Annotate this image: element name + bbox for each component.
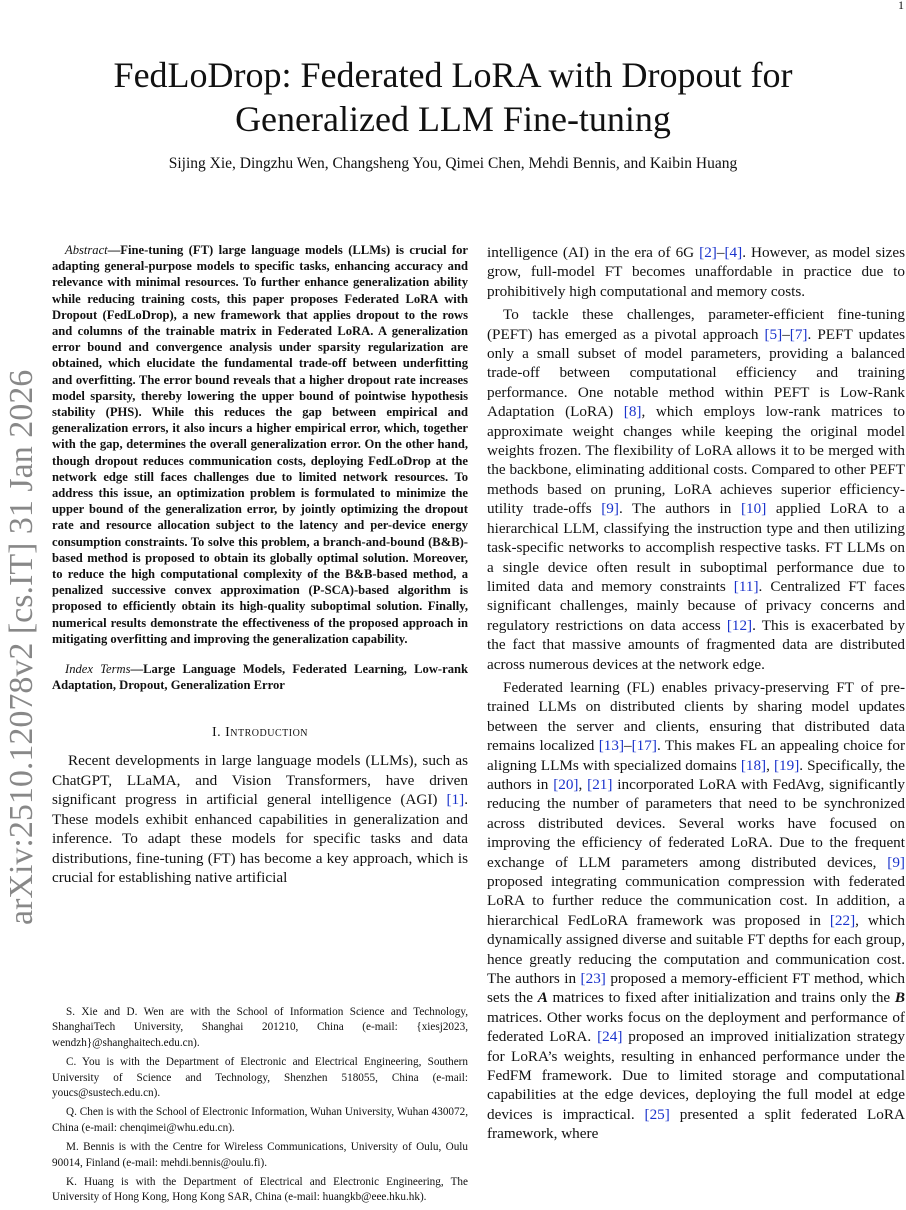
footnote: Q. Chen is with the School of Electronic Information, Wuhan University, Wuhan 430072, China (e-mail: chenqimei@whu.edu.cn). — [52, 1106, 468, 1134]
citation-link[interactable]: [25] — [644, 1105, 670, 1123]
section-heading — [52, 725, 468, 741]
section-number: I. — [211, 725, 226, 741]
body-paragraph: To tackle these challenges, parameter-efficient fine-tuning (PEFT) has emerged as a pivotal approach [5]–[7]. PEFT updates only a small subset of model parameters, providing a balanced trade-off between computational efficiency and training performance. One notable method within PEFT is Low-Rank Adaptation (LoRA) [8], which employs low-rank matrices to approximate weight changes while keeping the original model weights frozen. The flexibility of LoRA allows it to be merged with the backbone, eliminating additional costs. Compared to other PEFT methods based on pruning, LoRA achieves superior efficiency-utility trade-offs [9]. The authors in [10] applied LoRA to a hierarchical LLM, classifying the instruction type and then utilizing task-specific networks to accomplish respective tasks. FT LLMs on a single device often result in suboptimal performance due to limited data and memory constraints [11]. Centralized FT faces significant challenges, mainly because of privacy concerns and regulatory restrictions on data access [12]. This is exacerbated by the fact that massive amounts of fragmented data are distributed across numerous devices at the network edge. — [487, 306, 906, 673]
abstract — [52, 242, 468, 647]
citation-link[interactable]: [1] — [446, 791, 465, 809]
index-terms-text: —Large Language Models, Federated Learning, Low-rank Adaptation, Dropout, Generalization Error — [52, 662, 469, 693]
math-symbol: B — [894, 989, 905, 1007]
citation-link[interactable]: [17] — [631, 737, 657, 755]
page-number: 1 — [898, 0, 904, 12]
abstract-label: Abstract — [65, 243, 108, 257]
citation-link[interactable]: [4] — [724, 244, 743, 261]
section-title: Introduction — [225, 725, 309, 741]
intro-paragraph-1: Recent developments in large language models (LLMs), such as ChatGPT, LLaMA, and Vision Transformers, have driven significant progress in artificial general intelligence (AGI) [1]. These models exhibit enhanced capabilities in generalization and inference. To adapt these models for specific tasks and data distributions, fine-tuning (FT) has become a key approach, which is crucial for establishing native artificial — [52, 752, 468, 886]
footnote: K. Huang is with the Department of Electrical and Electronic Engineering, The University of Hong Kong, Hong Kong SAR, China (e-mail: huangkb@eee.hku.hk). — [52, 1176, 468, 1204]
paper-title — [40, 53, 866, 141]
citation-link[interactable]: [22] — [829, 911, 856, 929]
arxiv-stamp — [0, 320, 42, 930]
citation-link[interactable]: [23] — [580, 970, 606, 988]
footnote: M. Bennis is with the Centre for Wireless Communications, University of Oulu, Oulu 90014, Finland (e-mail: mehdi.bennis@oulu.fi). — [52, 1141, 468, 1169]
author-list: Sijing Xie, Dingzhu Wen, Changsheng You, Qimei Chen, Mehdi Bennis, and Kaibin Huang — [168, 155, 738, 172]
citation-link[interactable]: [5] — [764, 325, 783, 343]
body-paragraph: intelligence (AI) in the era of 6G [2]–[4]. However, as model sizes grow, full-model FT becomes unaffordable in practice due to prohibitively high computational and memory costs. — [487, 244, 905, 300]
footnote: C. You is with the Department of Electronic and Electrical Engineering, Southern University of Science and Technology, Shenzhen 518055, China (e-mail: youcs@sustech.edu.cn). — [52, 1056, 468, 1100]
left-column — [52, 242, 468, 887]
citation-link[interactable]: [21] — [587, 775, 613, 793]
citation-link[interactable]: [13] — [598, 737, 625, 755]
citation-link[interactable]: [19] — [773, 756, 800, 774]
arxiv-stamp-text: arXiv:2510.12078v2 [cs.IT] 31 Jan 2026 — [3, 369, 40, 925]
body-paragraph: Federated learning (FL) enables privacy-preserving FT of pre-trained LLMs on distributed clients by sharing model updates between the server and clients, ensuring that distributed data remains localized [13]–[17]. This makes FL an appealing choice for aligning LLMs with specialized domains [18], [19]. Specifically, the authors in [20], [21] incorporated LoRA with FedAvg, significantly reducing the number of parameters that need to be synchronized across distributed devices. Several works have focused on improving the efficiency of federated LoRA. Due to the frequent exchange of LLM parameters among distributed devices, [9] proposed integrating communication compression with federated LoRA to further reduce the communication cost. In addition, a hierarchical FedLoRA framework was proposed in [22], which dynamically assigned diverse and suitable FT depths for each group, hence greatly reducing the computation and communication cost. The authors in [23] proposed a memory-efficient FT method, which sets the A matrices to fixed after initialization and trains only the B matrices. Other works focus on the deployment and performance of federated LoRA. [24] proposed an improved initialization strategy for LoRA’s weights, resulting in enhanced performance under the FedFM framework. Due to limited storage and computational capabilities at the edge devices, deploying the full model at edge devices is impractical. [25] presented a split federated LoRA framework, where — [487, 678, 906, 1143]
citation-link[interactable]: [10] — [740, 500, 767, 518]
right-column — [487, 243, 905, 1144]
citation-link[interactable]: [11] — [733, 577, 759, 595]
index-terms-label: Index Terms — [65, 662, 131, 677]
citation-link[interactable]: [24] — [597, 1028, 623, 1046]
footnote: S. Xie and D. Wen are with the School of Information Science and Technology, ShanghaiTech University, Shanghai 201210, China (e-mail: {xiesj2023, wendzh}@shanghaitech.edu.cn). — [52, 1006, 468, 1049]
footnotes — [52, 1005, 468, 1210]
citation-link[interactable]: [7] — [789, 325, 808, 343]
abstract-text: —Fine-tuning (FT) large language models (LLMs) is crucial for adapting general-purpose models to specific tasks, enhancing accuracy and relevance with minimal resources. To further enhance generalization ability while reducing training costs, this paper proposes Federated LoRA with Dropout (FedLoDrop), a new framework that applies dropout to the rows and columns of the trainable matrix in Federated LoRA. A generalization error bound and convergence analysis under sparsity regularization are obtained, which elucidate the fundamental trade-off between underfitting and overfitting. The error bound reveals that a higher dropout rate increases model sparsity, thereby lowering the upper bound of pointwise hypothesis stability (PHS). While this reduces the gap between empirical and generalization errors, it also incurs a higher empirical error, which, together with the gap, determines the overall generalization error. On the other hand, though dropout reduces communication costs, deploying FedLoDrop at the network edge still faces challenges due to limited network resources. To address this issue, an optimization problem is formulated to minimize the upper bound of the generalization error, by jointly optimizing the dropout rate and resource allocation subject to the latency and per-device energy consumption constraints. To solve this problem, a branch-and-bound (B&B)-based method is proposed to obtain its globally optimal solution. Moreover, to reduce the high computational complexity of the B&B-based method, a penalized successive convex approximation (P-SCA)-based algorithm is proposed to efficiently obtain its high-quality suboptimal solution. Finally, numerical results demonstrate the effectiveness of the proposed approach in mitigating overfitting and improving the generalization capability. — [52, 243, 468, 646]
title-line-1: FedLoDrop: Federated LoRA with Dropout for — [113, 55, 793, 95]
index-terms — [52, 661, 468, 693]
citation-link[interactable]: [9] — [887, 853, 905, 871]
citation-link[interactable]: [8] — [623, 403, 642, 421]
citation-link[interactable]: [20] — [553, 775, 579, 793]
citation-link[interactable]: [18] — [740, 756, 767, 774]
math-symbol: A — [537, 989, 548, 1007]
citation-link[interactable]: [9] — [601, 500, 619, 518]
citation-link[interactable]: [2] — [699, 244, 717, 261]
title-line-2: Generalized LLM Fine-tuning — [235, 99, 671, 139]
citation-link[interactable]: [12] — [726, 616, 753, 634]
